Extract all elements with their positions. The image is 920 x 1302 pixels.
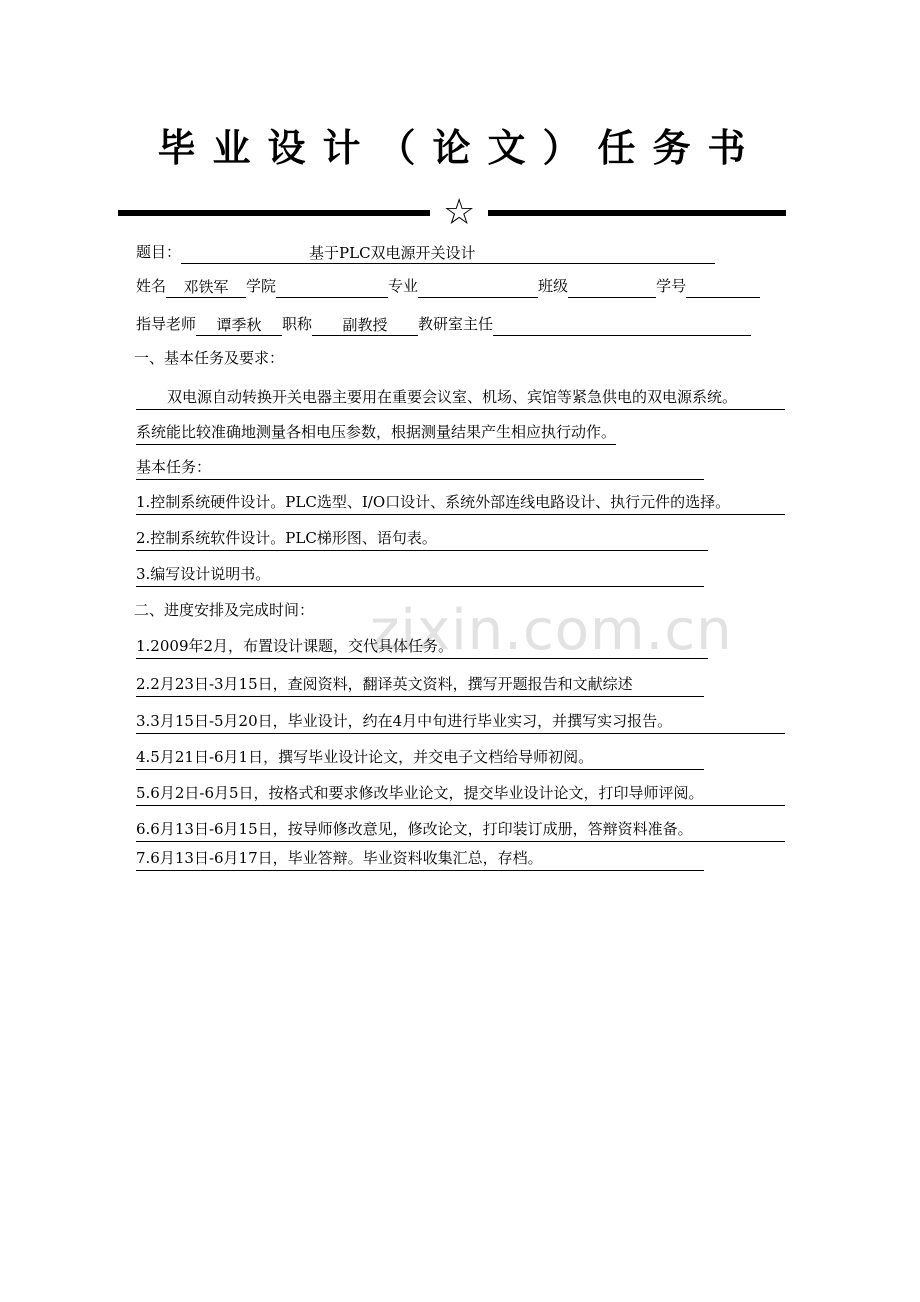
college-label: 学院 — [246, 277, 277, 295]
document-title: 毕业设计（论文）任务书 — [157, 126, 763, 170]
intro-line-2: 系统能比较准确地测量各相电压参数，根据测量结果产生相应执行动作。 — [136, 420, 616, 445]
watermark-text: zixin.com.cn — [370, 598, 733, 663]
star-icon: ☆ — [443, 192, 476, 233]
section2-heading: 二、进度安排及完成时间： — [134, 601, 315, 619]
student-id-label: 学号 — [656, 277, 687, 295]
section1-heading: 一、基本任务及要求： — [134, 349, 285, 367]
tasks-label: 基本任务： — [136, 455, 704, 480]
topic-row — [136, 240, 715, 264]
title-rank-value: 副教授 — [312, 315, 418, 336]
schedule-item-1: 1.2009年2月，布置设计课题，交代具体任务。 — [136, 634, 708, 659]
title-rank-label: 职称 — [282, 315, 313, 333]
topic-field — [181, 243, 715, 264]
advisor-label: 指导老师 — [136, 315, 197, 333]
schedule-item-2: 2.2月23日-3月15日，查阅资料，翻译英文资料，撰写开题报告和文献综述 — [136, 672, 704, 697]
student-id-field — [686, 277, 760, 298]
advisor-value: 谭季秋 — [196, 315, 282, 336]
director-field — [493, 315, 751, 336]
schedule-item-5: 5.6月2日-6月5日，按格式和要求修改毕业论文，提交毕业设计论文，打印导师评阅。 — [136, 781, 785, 806]
schedule-item-7: 7.6月13日-6月17日，毕业答辩。毕业资料收集汇总，存档。 — [136, 846, 704, 871]
college-field — [276, 277, 388, 298]
name-label: 姓名 — [136, 277, 167, 295]
advisor-row — [136, 312, 751, 336]
title-rule-right — [488, 210, 786, 216]
schedule-item-6: 6.6月13日-6月15日，按导师修改意见，修改论文，打印装订成册，答辩资料准备。 — [136, 817, 785, 842]
class-field — [568, 277, 656, 298]
title-rule-left — [118, 210, 430, 216]
intro-line-1: 双电源自动转换开关电器主要用在重要会议室、机场、宾馆等紧急供电的双电源系统。 — [136, 385, 785, 410]
schedule-item-4: 4.5月21日-6月1日，撰写毕业设计论文，并交电子文档给导师初阅。 — [136, 745, 704, 770]
director-label: 教研室主任 — [418, 315, 494, 333]
task-item-1: 1.控制系统硬件设计。PLC选型、I/O口设计、系统外部连线电路设计、执行元件的选择。 — [136, 490, 785, 515]
class-label: 班级 — [538, 277, 569, 295]
schedule-item-3: 3.3月15日-5月20日，毕业设计，约在4月中旬进行毕业实习，并撰写实习报告。 — [136, 709, 785, 734]
student-info-row — [136, 274, 760, 298]
topic-label: 题目： — [136, 243, 182, 261]
task-item-3: 3.编写设计说明书。 — [136, 562, 704, 587]
task-item-2: 2.控制系统软件设计。PLC梯形图、语句表。 — [136, 526, 708, 551]
major-label: 专业 — [388, 277, 419, 295]
name-value: 邓铁军 — [166, 277, 246, 298]
major-field — [418, 277, 538, 298]
topic-value: 基于PLC双电源开关设计 — [309, 244, 476, 262]
